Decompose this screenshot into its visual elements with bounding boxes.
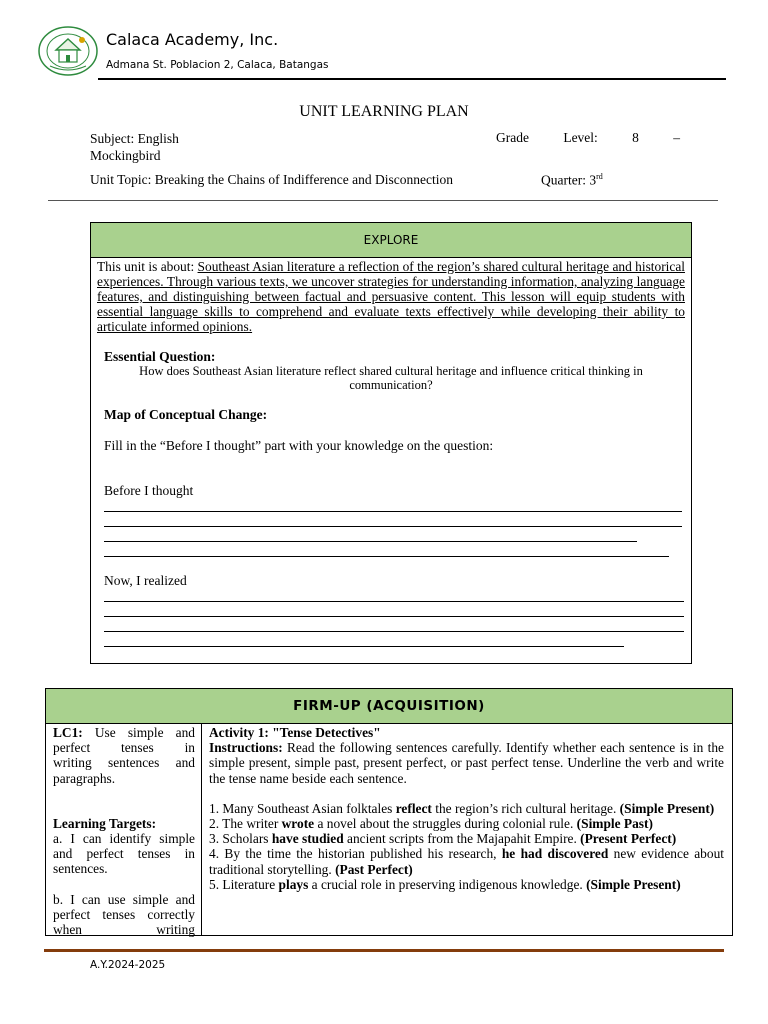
essential-question-label: Essential Question: [104,349,216,364]
learning-competency-cell [53,725,195,937]
grade-level-field: Grade Level: 8 – [496,130,680,145]
map-conceptual-change-label: Map of Conceptual Change: [104,407,268,422]
explore-section [90,222,692,664]
unit-topic-field: Unit Topic: Breaking the Chains of Indifference and Disconnection [90,172,453,187]
now-answer-line[interactable] [104,616,684,617]
now-answer-line[interactable] [104,631,684,632]
lc-label: LC1: [53,725,83,740]
about-text: Southeast Asian literature a reflection of the region’s shared cultural heritage and historical experiences. Through various texts, we uncover strategies for understanding information, analyzing language features, and distinguishing between factual and persuasive content. This lesson will equip students with essential language skills to comprehend and evaluate texts effectively while developing their ability to articulate informed opinions. [97,259,685,334]
sentence-item: 1. Many Southeast Asian folktales reflect the region’s rich cultural heritage. (Simple Present) [209,800,715,816]
lc-text: perfect tenses in [53,740,195,756]
before-answer-line[interactable] [104,526,682,527]
before-answer-line[interactable] [104,511,682,512]
quarter-suffix: rd [596,172,603,181]
activity-cell [209,725,724,892]
learning-targets-label: Learning Targets: [53,815,157,831]
essential-question-text: How does Southeast Asian literature reflect shared cultural heritage and influence critical thinking in communication? [139,364,643,392]
header-divider [98,78,726,80]
activity-title: Activity 1: "Tense Detectives" [209,725,381,740]
column-divider [201,724,202,935]
school-logo [38,26,98,76]
target-b-text: b. I can use simple and [53,891,195,907]
sentence-item: 3. Scholars have studied ancient scripts from the Majapahit Empire. (Present Perfect) [209,831,677,847]
section-divider [48,200,718,201]
page-title: UNIT LEARNING PLAN [299,103,469,120]
lc-text: writing sentences and [53,755,195,771]
before-answer-line[interactable] [104,556,669,557]
footer-divider [44,949,724,952]
sentence-item: 2. The writer wrote a novel about the struggles during colonial rule. (Simple Past) [209,816,653,832]
explore-heading: EXPLORE [91,223,691,258]
subject-line-1: Subject: English [90,131,179,146]
now-answer-line[interactable] [104,601,684,602]
quarter-label: Quarter: 3 [541,172,597,188]
unit-about-paragraph [97,259,685,334]
instructions-text: Read the following sentences carefully. Identify whether each sentence is in the simple present, simple past, present perfect, or past perfect tense. Underline the verb and write the tense name beside each sentence. [209,740,724,786]
school-name: Calaca Academy, Inc. [106,30,279,49]
now-answer-line[interactable] [104,646,624,647]
school-address: Admana St. Poblacion 2, Calaca, Batangas [106,59,329,71]
sentence-item: 4. By the time the historian published his research, he had discovered new evidence about traditional storytelling. (Past Perfect) [209,846,724,877]
firm-up-heading: FIRM-UP (ACQUISITION) [46,689,732,724]
before-answer-line[interactable] [104,541,637,542]
about-prefix: This unit is about: [97,259,198,274]
target-b-text: perfect tenses correctly [53,906,195,922]
lc-text: Use simple and [94,725,195,740]
subject-field [90,130,179,164]
before-thought-label: Before I thought [104,483,194,498]
quarter-field [541,172,603,189]
instructions-label: Instructions: [209,740,283,756]
now-realized-label: Now, I realized [104,573,187,588]
target-b-text: when writing [53,922,195,938]
subject-line-2: Mockingbird [90,148,161,163]
lc-text: paragraphs. [53,770,116,786]
sentence-item: 5. Literature plays a crucial role in preserving indigenous knowledge. (Simple Present) [209,876,681,892]
firm-up-section [45,688,733,936]
target-a-text: and perfect tenses in [53,846,195,862]
academic-year: A.Y.2024-2025 [90,959,166,971]
fill-instruction: Fill in the “Before I thought” part with your knowledge on the question: [104,438,494,453]
activity-instructions [209,740,724,786]
target-a-text: sentences. [53,861,108,877]
target-a-text: a. I can identify simple [53,831,195,847]
